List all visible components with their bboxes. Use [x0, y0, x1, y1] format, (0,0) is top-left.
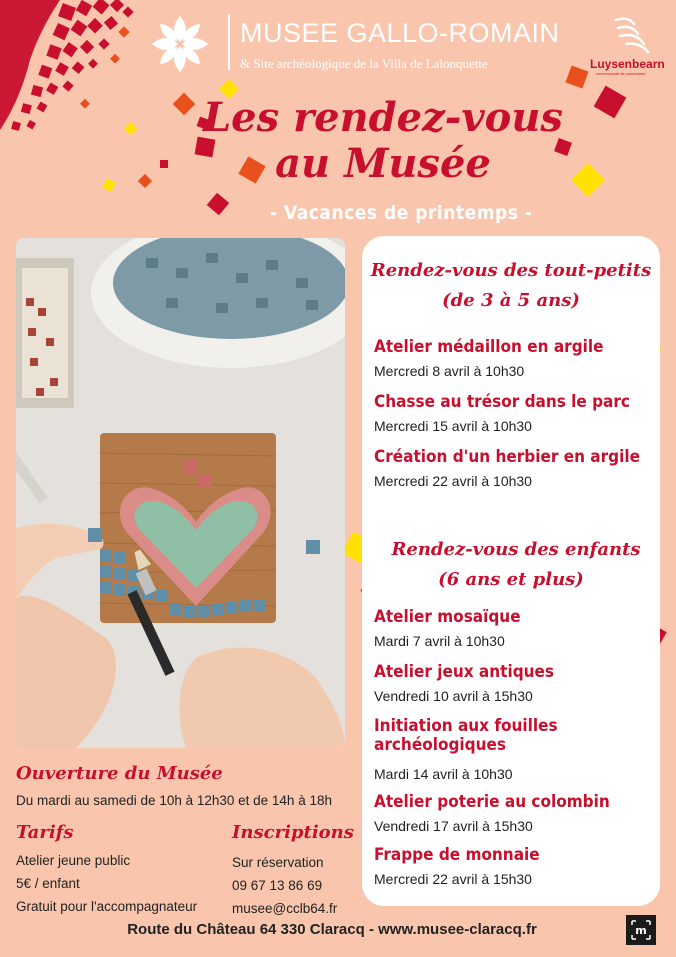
museum-flower-logo-icon [148, 12, 212, 76]
main-title-line2: au Musée [275, 140, 491, 187]
activity-name: Atelier jeux antiques [374, 662, 555, 682]
children-title-line2: (6 ans et plus) [438, 569, 584, 590]
activity-date: Mercredi 22 avril à 10h30 [374, 473, 532, 489]
subtitle: - Vacances de printemps - [270, 202, 533, 224]
decor-square [207, 193, 230, 216]
partner-logo-small: communauté de communes [596, 71, 646, 76]
tarifs-title: Tarifs [16, 822, 74, 843]
activity-name: Création d'un herbier en argile [374, 447, 640, 467]
m-logo-icon [626, 915, 656, 945]
opening-title: Ouverture du Musée [16, 763, 223, 784]
header-divider [228, 14, 230, 70]
main-title-line1: Les rendez-vous [203, 94, 563, 141]
activity-date: Mardi 14 avril à 10h30 [374, 766, 513, 782]
partner-logo-text: Luysenbearn [590, 57, 665, 71]
museum-name: MUSEE GALLO-ROMAIN [240, 18, 560, 48]
activity-name: Initiation aux fouilles archéologiques [374, 716, 558, 755]
email-address: musee@cclb64.fr [232, 901, 338, 916]
tarifs-line: Gratuit pour l'accompagnateur [16, 899, 198, 914]
phone-number: 09 67 13 86 69 [232, 878, 323, 893]
activity-name: Frappe de monnaie [374, 845, 540, 865]
footer-address-text: Route du Château 64 330 Claracq - www.musee-claracq.fr [127, 921, 537, 938]
activity-date: Vendredi 10 avril à 15h30 [374, 688, 533, 704]
activity-name: Atelier poterie au colombin [374, 792, 610, 812]
m-logo-letter: m [635, 924, 647, 937]
toddlers-title-line2: (de 3 à 5 ans) [442, 290, 580, 311]
museum-subtitle: & Site archéologique de la Villa de Lalonquette [240, 56, 488, 71]
activity-name: Atelier mosaïque [374, 607, 521, 627]
tarifs-line: 5€ / enfant [16, 876, 80, 891]
children-title-line1: Rendez-vous des enfants [391, 539, 641, 560]
activity-date: Mercredi 15 avril à 10h30 [374, 418, 532, 434]
activity-name: Atelier médaillon en argile [374, 337, 604, 357]
footer-address [0, 921, 676, 938]
opening-hours: Du mardi au samedi de 10h à 12h30 et de 14h à 18h [16, 793, 332, 808]
activity-date: Mardi 7 avril à 10h30 [374, 633, 505, 649]
tarifs-line: Atelier jeune public [16, 853, 131, 868]
mosaic-workshop-photo [16, 238, 345, 748]
activity-name: Chasse au trésor dans le parc [374, 392, 630, 412]
activity-date: Vendredi 17 avril à 15h30 [374, 818, 533, 834]
decor-square [565, 65, 588, 88]
toddlers-title-line1: Rendez-vous des tout-petits [370, 260, 652, 281]
activity-date: Mercredi 8 avril à 10h30 [374, 363, 525, 379]
inscriptions-title: Inscriptions [232, 822, 354, 843]
inscriptions-line: Sur réservation [232, 855, 324, 870]
activity-date: Mercredi 22 avril à 15h30 [374, 871, 532, 887]
